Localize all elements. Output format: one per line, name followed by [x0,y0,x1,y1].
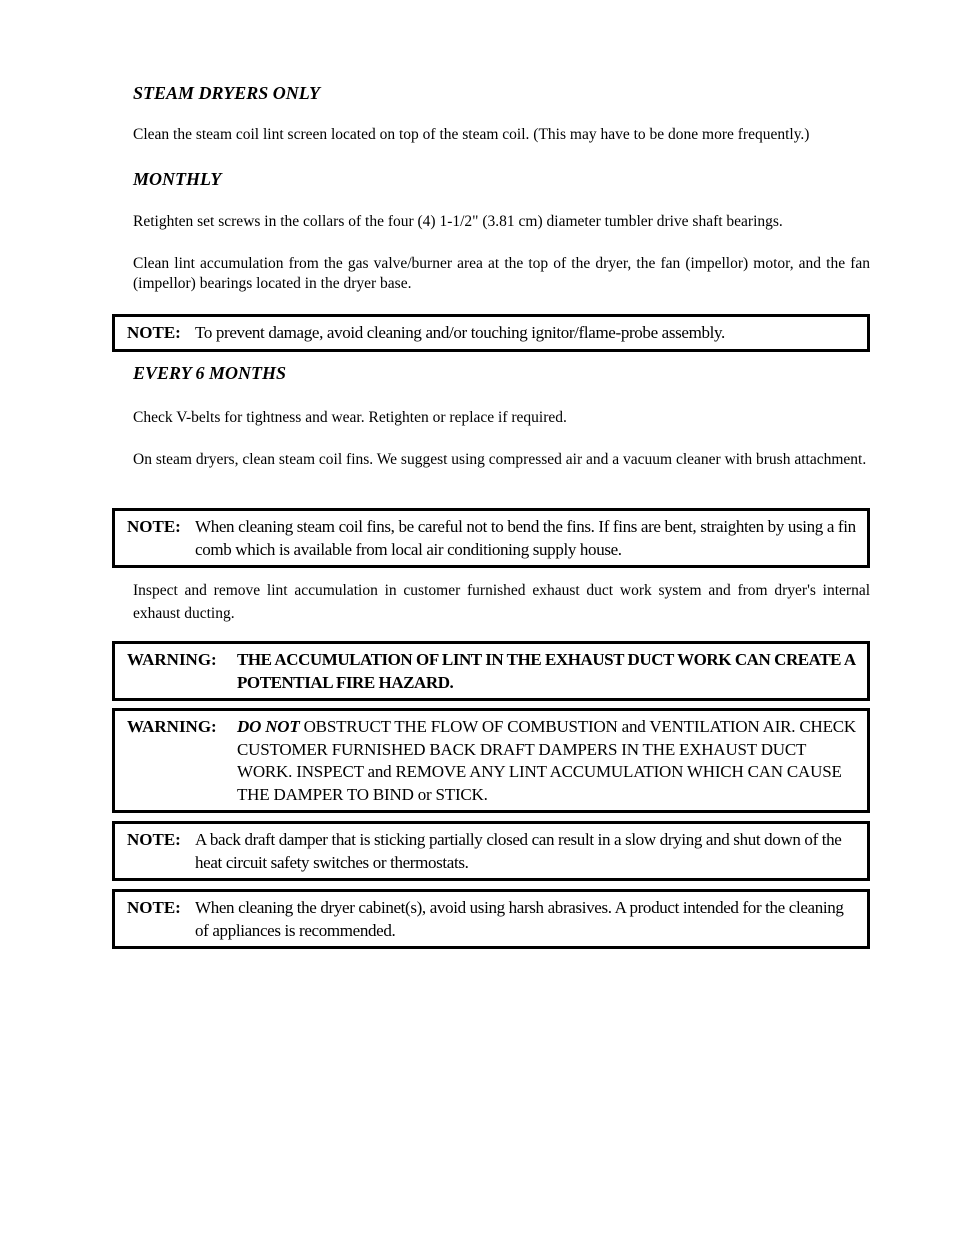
heading-every-6-months: EVERY 6 MONTHS [133,363,287,383]
note-box-steam-coil-fins [112,508,870,568]
note-text: To prevent damage, avoid cleaning and/or touching ignitor/flame-probe assembly. [195,323,725,342]
retighten-set-screws-instruction: Retighten set screws in the collars of the four (4) 1-1/2" (3.81 cm) diameter tumbler drive shaft bearings. [133,213,783,230]
inspect-exhaust-duct-instruction: Inspect and remove lint accumulation in customer furnished exhaust duct work system and from dryer's internal exhaust ducting. [133,582,870,622]
warning-box-obstruct-flow [112,708,870,813]
note-text: A back draft damper that is sticking partially closed can result in a slow drying and shut down of the heat circuit safety switches or thermostats. [195,830,842,872]
note-box-ignitor [112,314,870,352]
warning-emphasis: DO NOT [237,717,300,736]
note-box-cabinet-cleaning [112,889,870,949]
note-label: NOTE: [127,830,181,849]
heading-steam-dryers-only: STEAM DRYERS ONLY [133,83,321,103]
note-label: NOTE: [127,517,181,536]
note-text: When cleaning the dryer cabinet(s), avoid using harsh abrasives. A product intended for the cleaning of appliances is recommended. [195,898,844,940]
warning-body: OBSTRUCT THE FLOW OF COMBUSTION and VENTILATION AIR. CHECK CUSTOMER FURNISHED BACK DRAFT DAMPERS IN THE EXHAUST DUCT WORK. INSPECT and REMOVE ANY LINT ACCUMULATION WHICH CAN CAUSE THE DAMPER TO BIND or STICK. [237,717,857,804]
note-box-back-draft-damper [112,821,870,881]
note-text: When cleaning steam coil fins, be careful not to bend the fins. If fins are bent, straighten by using a fin comb which is available from local air conditioning supply house. [195,517,856,559]
warning-label: WARNING: [127,717,217,736]
clean-steam-coil-fins-instruction: On steam dryers, clean steam coil fins. We suggest using compressed air and a vacuum cleaner with brush attachment. [133,451,867,468]
check-v-belts-instruction: Check V-belts for tightness and wear. Retighten or replace if required. [133,409,567,426]
note-label: NOTE: [127,323,181,342]
warning-text: THE ACCUMULATION OF LINT IN THE EXHAUST DUCT WORK CAN CREATE A POTENTIAL FIRE HAZARD. [237,650,855,692]
heading-monthly: MONTHLY [133,169,222,189]
warning-text [237,716,867,806]
note-label: NOTE: [127,898,181,917]
warning-label: WARNING: [127,650,217,669]
clean-lint-accumulation-instruction: Clean lint accumulation from the gas valve/burner area at the top of the dryer, the fan (impellor) motor, and the fan (impellor) bearings located in the dryer base. [133,255,870,292]
steam-coil-lint-screen-instruction: Clean the steam coil lint screen located on top of the steam coil. (This may have to be done more frequently.) [133,126,810,143]
warning-box-fire-hazard [112,641,870,701]
